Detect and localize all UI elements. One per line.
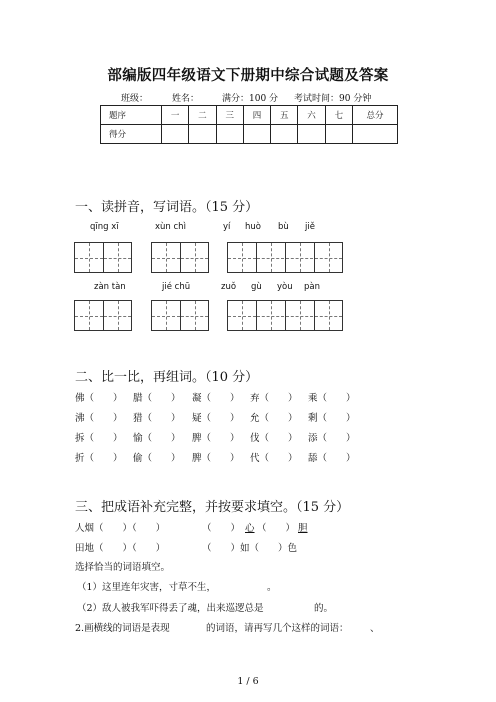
score-cell[interactable]	[216, 125, 243, 144]
compare-item: 佛（ ）	[75, 393, 123, 404]
idiom-blank: （ ）	[257, 523, 296, 534]
compare-item: 允（ ）	[250, 413, 298, 424]
compare-item: 疑（ ）	[192, 413, 240, 424]
score-table	[100, 105, 398, 144]
score-cell[interactable]	[353, 125, 398, 144]
compare-item: 拆（ ）	[75, 433, 123, 444]
writing-grid[interactable]	[151, 300, 209, 331]
compare-item: 剩（ ）	[308, 413, 356, 424]
writing-grid[interactable]	[227, 300, 343, 331]
table-row-label: 得分	[101, 125, 162, 144]
full-score-label: 满分：100 分	[222, 94, 279, 104]
score-cell[interactable]	[162, 125, 189, 144]
score-cell[interactable]	[189, 125, 216, 144]
table-header-cell: 六	[298, 106, 325, 125]
compare-item: 脾（ ）	[192, 433, 240, 444]
compare-item: 凝（ ）	[192, 393, 240, 404]
writing-grid[interactable]	[74, 300, 132, 331]
pinyin-label: jiě	[305, 222, 315, 232]
question-text: 2.画横线的词语是表现	[75, 623, 170, 634]
pinyin-label: yí	[223, 222, 231, 232]
table-header-cell: 二	[189, 106, 216, 125]
idiom-blank: （ ）如（ ）色	[202, 543, 298, 554]
pinyin-label: xùn chì	[155, 222, 186, 232]
table-header-cell: 总分	[353, 106, 398, 125]
compare-item: 乘（ ）	[308, 393, 356, 404]
section-1-heading: 一、读拼音，写词语。（15 分）	[75, 200, 259, 215]
underlined-char: 心	[245, 523, 255, 534]
compare-item: 添（ ）	[308, 433, 356, 444]
compare-item: 弃（ ）	[250, 393, 298, 404]
writing-grid[interactable]	[74, 242, 132, 273]
pinyin-label: yòu	[277, 282, 293, 292]
table-header-cell: 四	[243, 106, 270, 125]
name-label: 姓名：	[172, 94, 200, 104]
underlined-char: 胆	[298, 523, 308, 534]
question-text: 。	[267, 582, 277, 593]
section-3-heading: 三、把成语补充完整，并按要求填空。（15 分）	[75, 500, 350, 515]
page-title: 部编版四年级语文下册期中综合试题及答案	[107, 67, 389, 84]
page-number: 1 / 6	[237, 676, 259, 687]
table-header-cell: 七	[325, 106, 352, 125]
writing-grid[interactable]	[227, 242, 343, 273]
compare-item: 代（ ）	[250, 453, 298, 464]
idiom-blank: 人烟（ ）（ ）	[75, 523, 166, 534]
pinyin-label: jié chū	[162, 282, 191, 292]
compare-item: 折（ ）	[75, 453, 123, 464]
compare-item: 愉（ ）	[133, 433, 181, 444]
score-cell[interactable]	[298, 125, 325, 144]
question-text: 的。	[314, 603, 334, 614]
compare-item: 偷（ ）	[133, 453, 181, 464]
pinyin-label: zuǒ	[221, 282, 237, 292]
pinyin-label: qīng xī	[90, 222, 119, 232]
compare-item: 脾（ ）	[192, 453, 240, 464]
score-cell[interactable]	[271, 125, 298, 144]
pinyin-label: gù	[251, 282, 262, 292]
table-header-cell: 五	[271, 106, 298, 125]
score-cell[interactable]	[243, 125, 270, 144]
exam-time-label: 考试时间：90 分钟	[294, 94, 372, 104]
class-label: 班级：	[121, 94, 149, 104]
compare-item: 腊（ ）	[133, 393, 181, 404]
pinyin-label: bù	[278, 222, 289, 232]
score-cell[interactable]	[325, 125, 352, 144]
pinyin-label: pàn	[304, 282, 320, 292]
pinyin-label: huò	[245, 222, 261, 232]
score-table-score-row	[101, 125, 398, 144]
compare-item: 舔（ ）	[308, 453, 356, 464]
table-header-cell: 题序	[101, 106, 162, 125]
compare-item: 猎（ ）	[133, 413, 181, 424]
question-text: （1）这里连年灾害，寸草不生，	[77, 582, 217, 593]
instruction-text: 选择恰当的词语填空。	[75, 562, 171, 573]
pinyin-label: zàn tàn	[94, 282, 126, 292]
compare-item: 沸（ ）	[75, 413, 123, 424]
question-text: 、	[370, 623, 380, 634]
compare-item: 伐（ ）	[250, 433, 298, 444]
idiom-blank: （ ）	[202, 523, 241, 534]
writing-grid[interactable]	[151, 242, 209, 273]
question-text: （2）敌人被我军吓得丢了魂，出来巡逻总是	[77, 603, 264, 614]
section-2-heading: 二、比一比，再组词。（10 分）	[75, 370, 259, 385]
question-text: 的词语，请再写几个这样的词语：	[206, 623, 349, 634]
idiom-blank: 田地（ ）（ ）	[75, 543, 166, 554]
table-header-cell: 三	[216, 106, 243, 125]
score-table-header-row	[101, 106, 398, 125]
table-header-cell: 一	[162, 106, 189, 125]
